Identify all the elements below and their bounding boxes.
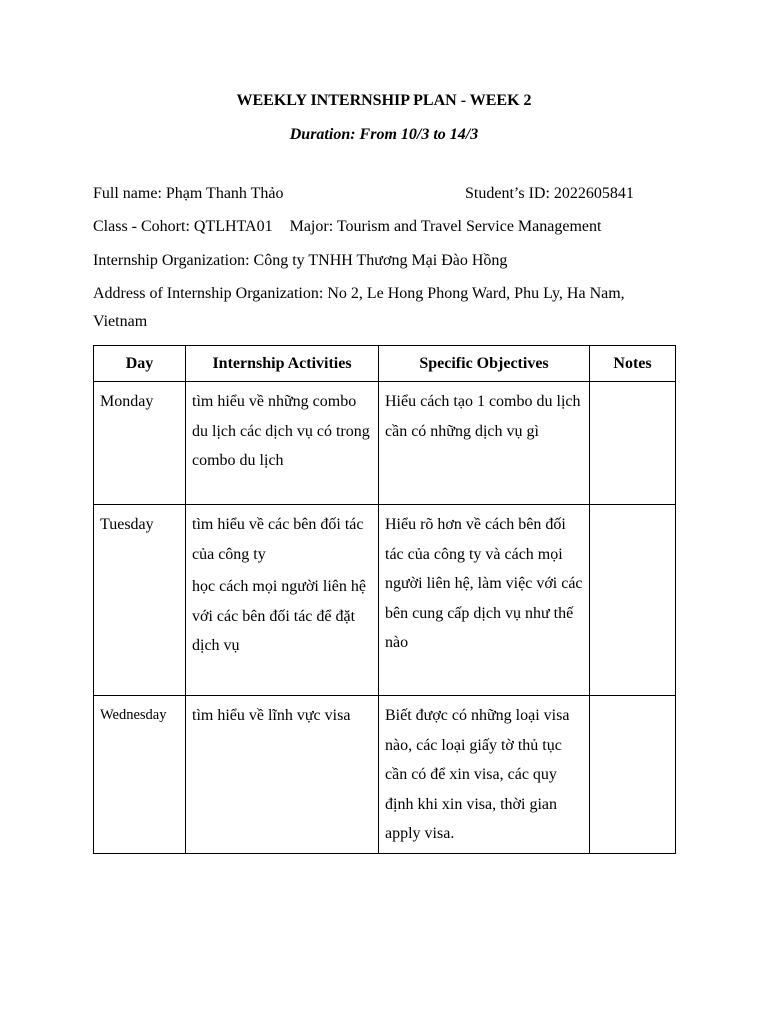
activities-text-secondary: học cách mọi người liên hệ với các bên đối tác để đặt dịch vụ xyxy=(192,578,366,654)
objectives-cell xyxy=(379,382,590,505)
full-name-field: Full name: Phạm Thanh Thảo xyxy=(93,185,284,202)
day-label: Wednesday xyxy=(100,707,167,723)
header-activities: Internship Activities xyxy=(186,346,379,382)
day-cell xyxy=(94,382,186,505)
activities-cell xyxy=(186,505,379,696)
objectives-text: Hiểu rõ hơn về cách bên đối tác của công ty và cách mọi người liên hệ, làm việc với các bên cung cấp dịch vụ như thế nào xyxy=(385,516,583,651)
day-cell xyxy=(94,696,186,854)
table-row xyxy=(94,505,676,696)
objectives-cell xyxy=(379,505,590,696)
major-field: Major: Tourism and Travel Service Management xyxy=(289,218,602,235)
objectives-cell xyxy=(379,696,590,854)
notes-text xyxy=(590,696,675,705)
document-duration: Duration: From 10/3 to 14/3 xyxy=(289,126,479,143)
table-row xyxy=(94,382,676,505)
activities-text: tìm hiểu về các bên đối tác của công ty xyxy=(192,516,364,563)
header-objectives: Specific Objectives xyxy=(379,346,590,382)
activities-cell xyxy=(186,696,379,854)
notes-cell xyxy=(590,505,676,696)
class-cohort-field: Class - Cohort: QTLHTA01 xyxy=(93,218,273,235)
header-day: Day xyxy=(94,346,186,382)
internship-plan-table xyxy=(93,345,676,854)
notes-cell xyxy=(590,696,676,854)
objectives-text: Hiểu cách tạo 1 combo du lịch cần có những dịch vụ gì xyxy=(385,393,581,440)
student-id-field: Student’s ID: 2022605841 xyxy=(465,185,634,202)
activities-text: tìm hiểu về lĩnh vực visa xyxy=(192,707,351,724)
day-label: Monday xyxy=(100,393,154,410)
notes-cell xyxy=(590,382,676,505)
header-notes: Notes xyxy=(590,346,676,382)
notes-text xyxy=(590,382,675,391)
table-header-row xyxy=(94,346,676,382)
address-field: Address of Internship Organization: No 2, Le Hong Phong Ward, Phu Ly, Ha Nam, Vietnam xyxy=(93,285,625,330)
activities-text: tìm hiểu về những combo du lịch các dịch vụ có trong combo du lịch xyxy=(192,393,370,469)
notes-text xyxy=(590,505,675,514)
organization-field: Internship Organization: Công ty TNHH Thương Mại Đào Hồng xyxy=(93,252,508,269)
day-label: Tuesday xyxy=(100,516,154,533)
table-row xyxy=(94,696,676,854)
day-cell xyxy=(94,505,186,696)
class-major-line xyxy=(93,217,601,237)
document-title: WEEKLY INTERNSHIP PLAN - WEEK 2 xyxy=(236,92,532,109)
objectives-text: Biết được có những loại visa nào, các loại giấy tờ thủ tục cần có để xin visa, các quy định khi xin visa, thời gian apply visa. xyxy=(385,707,570,842)
activities-cell xyxy=(186,382,379,505)
